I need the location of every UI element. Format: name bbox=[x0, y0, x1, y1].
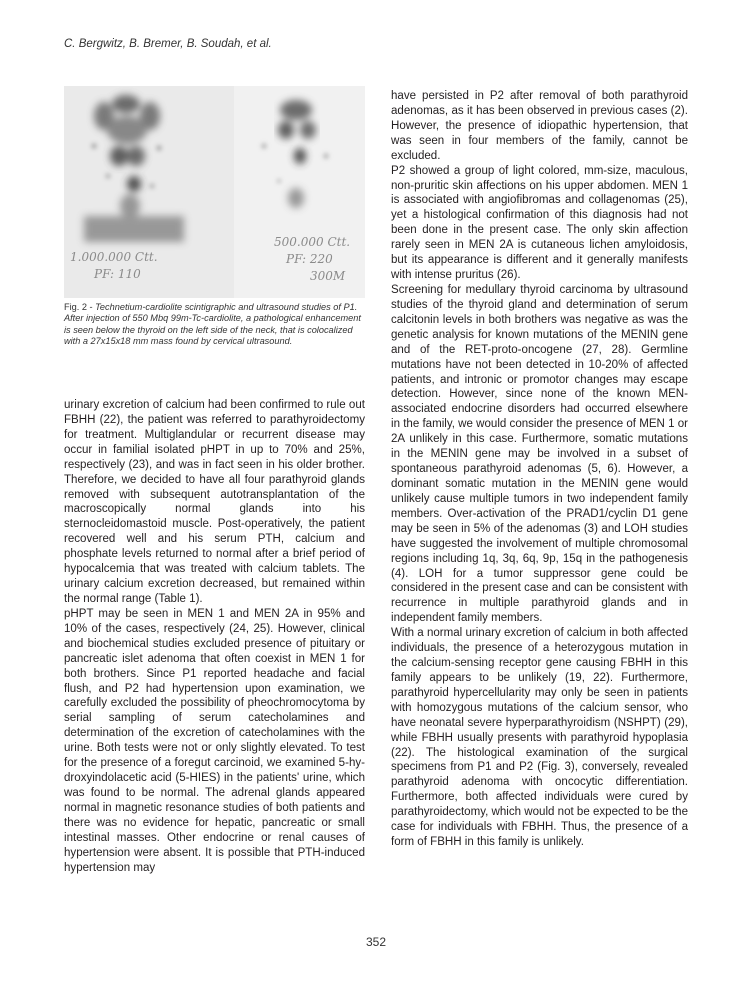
handwriting-right-line-1: 500.000 Ctt. bbox=[274, 235, 351, 249]
handwriting-right-line-3: 300M bbox=[310, 269, 346, 283]
paragraph: With a normal urinary excretion of calcium in both affected individuals, the presence of a heterozygous mutation in the calcium-sensing receptor gene causing FBHH in this family appears to be unlikely (19, 22). Furthermore, parathyroid hypercellularity may only be seen in patients with homozygous mutations of the calcium sensor, who have neonatal severe hyperparathyroidism (NSHPT) (29), while FBHH usually presents with parathyroid hypoplasia (22). The histological examination of the surgical specimens from P1 and P2 (Fig. 3), conversely, revealed parathyroid adenoma with oncocytic differentiation. Furthermore, both affected individuals were cured by parathyroidectomy, which would not be expected to be the case for individuals with FBHH. Thus, the presence of a form of FBHH in this family is unlikely. bbox=[391, 627, 688, 849]
scintigraphy-figure bbox=[64, 86, 365, 298]
caption-text: Technetium-cardiolite scintigraphic and ultrasound studies of P1. After injection of 550 Mbq 99m-Tc-cardiolite, a pathological enhancement is seen below the thyroid on the left side of the neck, that is colocalized with a 27x15x18 mm mass found by cervical ultrasound. bbox=[64, 302, 361, 347]
caption-label: Fig. 2 - bbox=[64, 302, 96, 312]
page-number: 352 bbox=[365, 935, 387, 949]
running-header: C. Bergwitz, B. Bremer, B. Soudah, et al. bbox=[64, 38, 272, 50]
paragraph: have persisted in P2 after removal of both parathyroid adenomas, as it has been observed in previous cases (2). However, the presence of idiopathic hypertension, that was seen in four members of the family, cannot be excluded. bbox=[391, 90, 688, 162]
figure-caption bbox=[64, 302, 365, 348]
handwriting-left-line-1: 1.000.000 Ctt. bbox=[70, 250, 158, 264]
left-text-column bbox=[64, 398, 365, 876]
paragraph: P2 showed a group of light colored, mm-size, maculous, non-pruritic skin affections on his upper abdomen. MEN 1 is associated with angiofibromas and collagenomas (25), yet a histological confirmation of this diagnosis had not been done in the present case. The only skin affection rarely seen in MEN 2A is cutaneous lichen amyloidosis, but its appearance is different and it generally manifests with intense pruritus (26). bbox=[391, 164, 688, 282]
right-text-column bbox=[391, 89, 688, 850]
handwriting-right-line-2: PF: 220 bbox=[286, 252, 333, 266]
paragraph: pHPT may be seen in MEN 1 and MEN 2A in 95% and 10% of the cases, respectively (24, 25). However, clinical and biochemical studies excluded presence of pituitary or pancreatic islet adenoma that often coexist in MEN 1 for both brothers. Since P1 reported headache and facial flush, and P2 had hypertension upon examination, we carefully excluded the possibility of pheochromocytoma by serial sampling of serum catecholamines and determination of the excretion of catecholamines with the urine. Both tests were not or only slightly elevated. To test for the presence of a foregut carcinoid, we examined 5-hydroxyindolacetic acid (5-HIES) in the patients' urine, which was found to be normal. The adrenal glands appeared normal in magnetic resonance studies of both patients and there was no evidence for hepatic, pancreatic or small intestinal masses. Other endocrine or renal causes of hypertension were absent. It is possible that PTH-induced hypertension may bbox=[64, 607, 365, 874]
handwriting-left-line-2: PF: 110 bbox=[94, 267, 141, 281]
paragraph: Screening for medullary thyroid carcinoma by ultrasound studies of the thyroid gland and determination of serum calcitonin levels in both brothers was negative as was the genetic analysis for known mutations of the MENIN gene and of the RET-proto-oncogene (27, 28). Germline mutations have not been detected in 10-20% of affected patients, and intronic or promotor changes may escape detection. However, since none of the known MEN-associated endocrine disorders had occurred elsewhere in the family, we would consider the presence of MEN 1 or 2A unlikely in this case. Furthermore, somatic mutations in the MENIN gene may be involved in a subset of spontaneous parathyroid adenomas (5, 6). However, a dominant somatic mutation in the MENIN gene would unlikely cause multiple tumors in two independent family members. Over-activation of the PRAD1/cyclin D1 gene may be seen in 5% of the adenomas (3) and LOH studies have suggested the involvement of multiple chromosomal regions including 1q, 3q, 6q, 9p, 15q in the pathogenesis (4). LOH for a tumor suppressor gene could be considered in the present case and can be consistent with recurrence in multiple parathyroid glands and in independent family members. bbox=[391, 283, 688, 625]
scintigraphy-image bbox=[64, 86, 365, 298]
paragraph: urinary excretion of calcium had been confirmed to rule out FBHH (22), the patient was referred to parathyroidectomy for treatment. Multiglandular or recurrent disease may occur in familial isolated pHPT in up to 70% and 25%, respectively (23), and was in fact seen in his older brother. Therefore, we decided to have all four parathyroid glands removed with subsequent autotransplantation of the macroscopically normal glands into his sternocleidomastoid muscle. Post-operatively, the patient recovered well and his serum PTH, calcium and phosphate levels returned to normal after a brief period of hypocalcemia that was treated with calcium tablets. The urinary calcium excretion decreased, but remained within the normal range (Table 1). bbox=[64, 399, 365, 605]
